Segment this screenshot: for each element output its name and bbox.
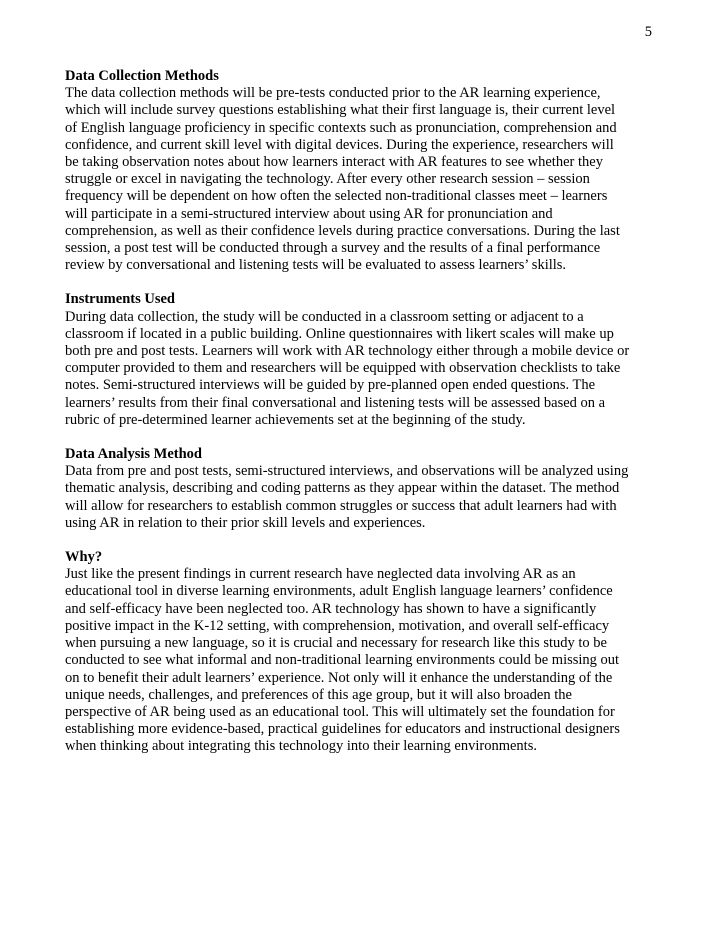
text-line: will allow for researchers to establish common struggles or success that adult learners had with (65, 497, 617, 514)
text-line: be taking observation notes about how learners interact with AR features to see whether they (65, 154, 603, 171)
text-line: establishing more evidence-based, practical guidelines for educators and instructional designers (65, 721, 620, 738)
text-line: comprehension, as well as their confidence levels during practice conversations. During the last (65, 222, 620, 239)
text-line: when pursuing a new language, so it is crucial and necessary for research like this study to be (65, 635, 607, 652)
text-line: thematic analysis, describing and coding patterns as they appear within the dataset. The method (65, 480, 620, 497)
section-paragraph (65, 85, 657, 274)
section-paragraph (65, 463, 657, 532)
text-line: struggle or excel in navigating the technology. After every other research session – session (65, 171, 590, 188)
text-line: will participate in a semi-structured interview about using AR for pronunciation and (65, 205, 553, 222)
text-line: perspective of AR being used as an educational tool. This will ultimately set the foundation for (65, 703, 615, 720)
section-heading: Instruments Used (65, 291, 175, 308)
text-line: rubric of pre-determined learner achievements set at the beginning of the study. (65, 411, 526, 428)
text-line: classroom if located in a public building. Online questionnaires with likert scales will make up (65, 325, 614, 342)
text-line: session, a post test will be conducted through a survey and the results of a final performance (65, 240, 601, 257)
section-heading: Why? (65, 549, 103, 566)
text-line: when thinking about integrating this technology into their learning environments. (65, 738, 537, 755)
section-data-collection-methods (65, 68, 657, 274)
text-line: educational tool in diverse learning environments, adult English language learners’ confidence (65, 583, 613, 600)
section-paragraph (65, 309, 657, 429)
text-line: frequency will be dependent on how often the selected non-traditional classes meet – learners (65, 188, 608, 205)
section-heading: Data Analysis Method (65, 446, 202, 463)
text-line: Just like the present findings in current research have neglected data involving AR as an (65, 566, 576, 583)
text-line: positive impact in the K-12 setting, with comprehension, motivation, and overall self-efficacy (65, 617, 610, 634)
text-line: using AR in relation to their prior skill levels and experiences. (65, 514, 426, 531)
text-line: The data collection methods will be pre-tests conducted prior to the AR learning experience, (65, 85, 601, 102)
text-line: review by conversational and listening tests will be evaluated to assess learners’ skills. (65, 257, 567, 274)
text-line: unique needs, challenges, and preferences of this age group, but it will also broaden the (65, 686, 572, 703)
section-why (65, 549, 657, 755)
section-heading: Data Collection Methods (65, 68, 219, 84)
text-line: and self-efficacy have been neglected too. AR technology has shown to have a significantly (65, 600, 597, 617)
text-line: Data from pre and post tests, semi-structured interviews, and observations will be analyzed using (65, 463, 629, 480)
text-line: During data collection, the study will be conducted in a classroom setting or adjacent to a (65, 308, 584, 325)
section-paragraph (65, 566, 657, 755)
text-line: learners’ results from their final conversational and listening tests will be assessed based on a (65, 394, 606, 411)
section-data-analysis-method (65, 446, 657, 532)
document-body (65, 68, 657, 773)
text-line: both pre and post tests. Learners will work with AR technology either through a mobile device or (65, 343, 630, 360)
text-line: on to benefit their adult learners’ experience. Not only will it enhance the understanding of the (65, 669, 613, 686)
text-line: computer provided to them and researchers will be equipped with observation checklists to take (65, 360, 621, 377)
page-number: 5 (644, 24, 652, 40)
text-line: confidence, and current skill level with digital devices. During the experience, researchers will (65, 136, 614, 153)
text-line: conducted to see what informal and non-traditional learning environments could be missing out (65, 652, 620, 669)
text-line: notes. Semi-structured interviews will be guided by pre-planned open ended questions. The (65, 377, 596, 394)
section-instruments-used (65, 291, 657, 429)
text-line: which will include survey questions establishing what their first language is, their current level (65, 102, 616, 119)
text-line: of English language proficiency in specific contexts such as pronunciation, comprehension and (65, 119, 617, 136)
